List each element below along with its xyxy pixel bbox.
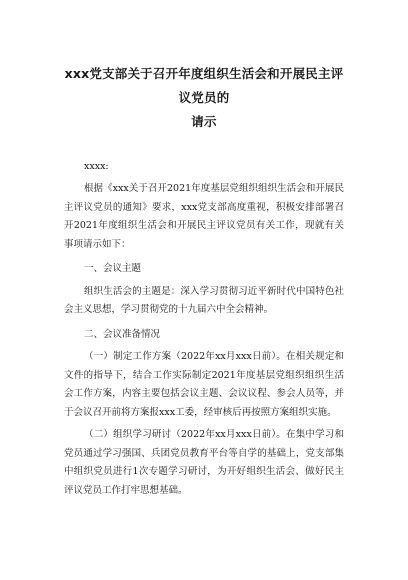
intro-paragraph: 根据《xxx关于召开2021年度基层党组织组织生活会和开展民主评议党员的通知》要求，xxx党支部高度重视，积极安排部署召开2021年度组织生活会和开展民主评议党员有关工作，现就有关事项请示如下： bbox=[64, 183, 344, 250]
section-heading-preparation: 二、会议准备情况 bbox=[84, 328, 161, 340]
section-heading-meeting-theme: 一、会议主题 bbox=[84, 263, 142, 274]
theme-paragraph: 组织生活会的主题是：深入学习贯彻习近平新时代中国特色社会主义思想，学习贯彻党的十九届六中全会精神。 bbox=[64, 285, 344, 315]
study-discussion-paragraph: （二）组织学习研讨（2022年xx月xxx日前）。在集中学习和党员通过学习强国、兵团党员教育平台等自学的基础上，党支部集中组织党员进行1次专题学习研讨，为开好组织生活会、做好民主评议党员工作打牢思想基础。 bbox=[64, 429, 344, 496]
salutation: xxxx: bbox=[84, 161, 109, 172]
document-body bbox=[64, 180, 344, 500]
document-title bbox=[64, 62, 344, 134]
document-title-line-2: 请示 bbox=[191, 114, 217, 129]
work-plan-paragraph: （一）制定工作方案（2022年xx月xxx日前）。在相关规定和文件的指导下，结合工作实际制定2021年度基层党组织组织生活会工作方案，内容主要包括会议主题、会议议程、参会人员等，并于会议召开前将方案报xxx工委，经审核后再按照方案组织实施。 bbox=[64, 351, 344, 418]
document-title-line-1: xxx党支部关于召开年度组织生活会和开展民主评议党员的 bbox=[64, 66, 344, 105]
